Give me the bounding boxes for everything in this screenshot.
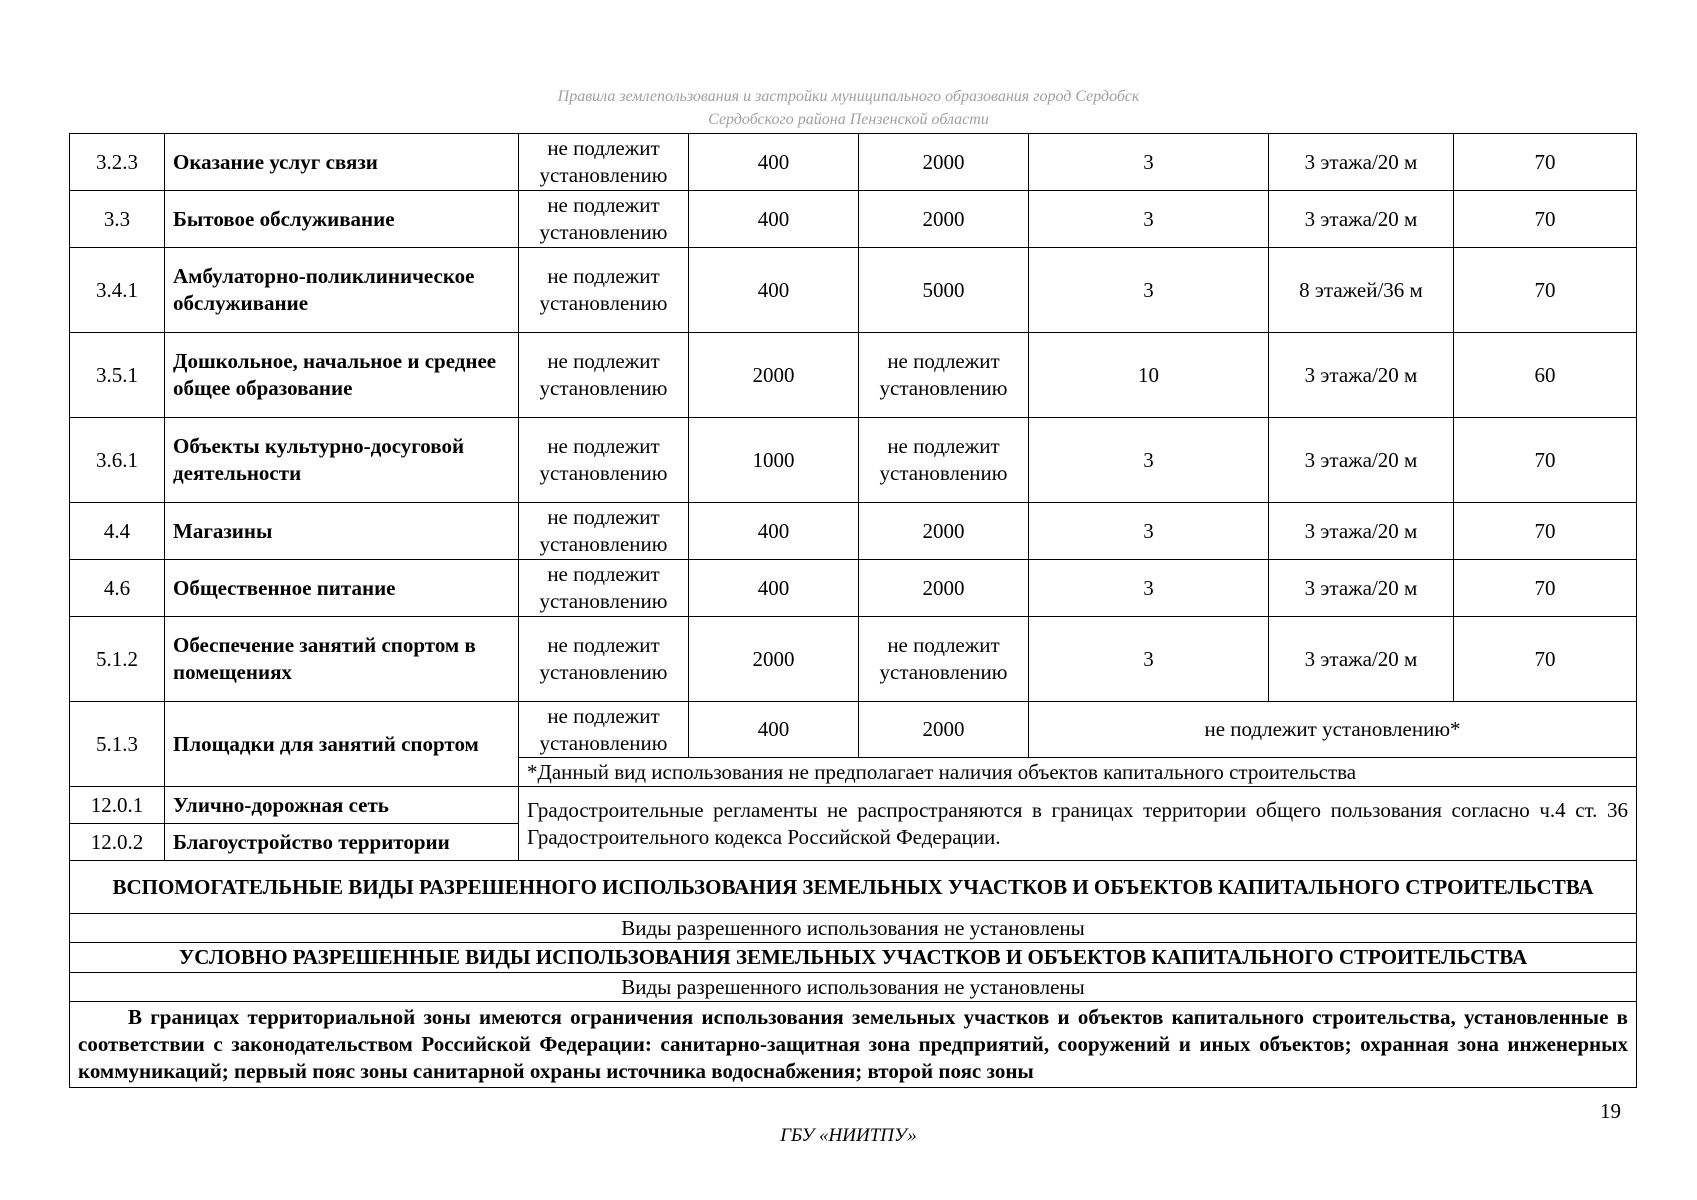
row-min-plot-size: не подлежит установлению bbox=[519, 503, 689, 560]
row-name: Благоустройство территории bbox=[165, 824, 519, 861]
row-max-coverage: 70 bbox=[1454, 191, 1637, 248]
row-max-area: не подлежит установлению bbox=[859, 418, 1029, 503]
table-row bbox=[70, 134, 1637, 191]
zoning-table bbox=[69, 133, 1637, 1088]
table-row bbox=[70, 503, 1637, 560]
row-name: Объекты культурно-досуговой деятельности bbox=[165, 418, 519, 503]
row-min-setback: 3 bbox=[1029, 503, 1269, 560]
auxiliary-uses-heading-row bbox=[70, 861, 1637, 914]
row-min-area: 2000 bbox=[689, 617, 859, 702]
table-row-sport-grounds bbox=[70, 702, 1637, 758]
row-max-area: 2000 bbox=[859, 560, 1029, 617]
row-name: Оказание услуг связи bbox=[165, 134, 519, 191]
row-code: 3.4.1 bbox=[70, 248, 165, 333]
row-min-setback: 3 bbox=[1029, 418, 1269, 503]
row-max-area: 2000 bbox=[859, 191, 1029, 248]
row-max-coverage: 60 bbox=[1454, 333, 1637, 418]
row-min-plot-size: не подлежит установлению bbox=[519, 333, 689, 418]
table-row-road-network bbox=[70, 787, 1637, 824]
row-max-coverage: 70 bbox=[1454, 134, 1637, 191]
restrictions-text-content: В границах территориальной зоны имеются ограничения использования земельных участков и объектов капитального строительства, установленные в соответствии с законодательством Российской Федерации: санитарно-защитная зона предприятий, сооружений и иных объектов; охранная зона инженерных коммуникаций; первый пояс зоны санитарной охраны источника водоснабжения; второй пояс зоны bbox=[78, 1005, 1628, 1083]
row-max-coverage: 70 bbox=[1454, 503, 1637, 560]
row-name: Амбулаторно-поликлиническое обслуживание bbox=[165, 248, 519, 333]
row-min-setback: 10 bbox=[1029, 333, 1269, 418]
conditional-uses-value: Виды разрешенного использования не установлены bbox=[70, 973, 1637, 1002]
row-min-setback: 3 bbox=[1029, 191, 1269, 248]
table-row bbox=[70, 333, 1637, 418]
restrictions-row bbox=[70, 1002, 1637, 1088]
row-min-setback: 3 bbox=[1029, 560, 1269, 617]
row-name: Дошкольное, начальное и среднее общее образование bbox=[165, 333, 519, 418]
row-max-floors: 3 этажа/20 м bbox=[1269, 191, 1454, 248]
table-row bbox=[70, 191, 1637, 248]
row-max-floors: 3 этажа/20 м bbox=[1269, 333, 1454, 418]
auxiliary-uses-value-row bbox=[70, 914, 1637, 943]
row-min-plot-size: не подлежит установлению bbox=[519, 617, 689, 702]
row-name: Магазины bbox=[165, 503, 519, 560]
conditional-uses-value-row bbox=[70, 973, 1637, 1002]
row-min-area: 400 bbox=[689, 134, 859, 191]
row-code: 12.0.1 bbox=[70, 787, 165, 824]
row-min-area: 400 bbox=[689, 248, 859, 333]
row-max-coverage: 70 bbox=[1454, 560, 1637, 617]
row-max-floors: 3 этажа/20 м bbox=[1269, 560, 1454, 617]
table-row bbox=[70, 560, 1637, 617]
row-name: Площадки для занятий спортом bbox=[165, 702, 519, 787]
row-min-area: 2000 bbox=[689, 333, 859, 418]
row-max-coverage: 70 bbox=[1454, 248, 1637, 333]
row-min-area: 400 bbox=[689, 191, 859, 248]
row-min-plot-size: не подлежит установлению bbox=[519, 702, 689, 758]
row-not-established-span: не подлежит установлению* bbox=[1029, 702, 1637, 758]
row-code: 3.6.1 bbox=[70, 418, 165, 503]
table-row bbox=[70, 418, 1637, 503]
row-code: 12.0.2 bbox=[70, 824, 165, 861]
auxiliary-uses-value: Виды разрешенного использования не установлены bbox=[70, 914, 1637, 943]
row-min-area: 400 bbox=[689, 702, 859, 758]
row-code: 4.6 bbox=[70, 560, 165, 617]
row-max-coverage: 70 bbox=[1454, 418, 1637, 503]
row-min-setback: 3 bbox=[1029, 134, 1269, 191]
row-name: Общественное питание bbox=[165, 560, 519, 617]
row-min-setback: 3 bbox=[1029, 248, 1269, 333]
row-max-floors: 3 этажа/20 м bbox=[1269, 134, 1454, 191]
row-max-floors: 8 этажей/36 м bbox=[1269, 248, 1454, 333]
row-max-floors: 3 этажа/20 м bbox=[1269, 503, 1454, 560]
row-min-plot-size: не подлежит установлению bbox=[519, 134, 689, 191]
row-min-setback: 3 bbox=[1029, 617, 1269, 702]
footer-organization: ГБУ «НИИТПУ» bbox=[780, 1125, 917, 1146]
row-max-area: не подлежит установлению bbox=[859, 617, 1029, 702]
row-min-plot-size: не подлежит установлению bbox=[519, 560, 689, 617]
row-max-area: 2000 bbox=[859, 134, 1029, 191]
conditional-uses-heading: УСЛОВНО РАЗРЕШЕННЫЕ ВИДЫ ИСПОЛЬЗОВАНИЯ ЗЕМЕЛЬНЫХ УЧАСТКОВ И ОБЪЕКТОВ КАПИТАЛЬНОГО СТРОИТЕЛЬСТВА bbox=[70, 943, 1637, 973]
row-min-area: 400 bbox=[689, 560, 859, 617]
auxiliary-uses-heading: ВСПОМОГАТЕЛЬНЫЕ ВИДЫ РАЗРЕШЕННОГО ИСПОЛЬЗОВАНИЯ ЗЕМЕЛЬНЫХ УЧАСТКОВ И ОБЪЕКТОВ КАПИТАЛЬНОГО СТРОИТЕЛЬСТВА bbox=[70, 861, 1637, 914]
row-code: 5.1.2 bbox=[70, 617, 165, 702]
row-code: 5.1.3 bbox=[70, 702, 165, 787]
row-max-floors: 3 этажа/20 м bbox=[1269, 617, 1454, 702]
row-min-plot-size: не подлежит установлению bbox=[519, 191, 689, 248]
row-min-area: 1000 bbox=[689, 418, 859, 503]
row-name: Обеспечение занятий спортом в помещениях bbox=[165, 617, 519, 702]
restrictions-text bbox=[70, 1002, 1637, 1088]
footnote-no-capital-construction: *Данный вид использования не предполагает наличия объектов капитального строительства bbox=[519, 758, 1637, 787]
table-row bbox=[70, 248, 1637, 333]
running-header-line2: Сердобского района Пензенской области bbox=[708, 111, 989, 128]
running-header-line1: Правила землепользования и застройки муниципального образования город Сердобск bbox=[557, 88, 1140, 105]
row-max-area: 2000 bbox=[859, 503, 1029, 560]
row-max-area: 5000 bbox=[859, 248, 1029, 333]
row-max-coverage: 70 bbox=[1454, 617, 1637, 702]
page-number: 19 bbox=[1600, 1099, 1621, 1123]
conditional-uses-heading-row bbox=[70, 943, 1637, 973]
row-name: Улично-дорожная сеть bbox=[165, 787, 519, 824]
row-code: 3.2.3 bbox=[70, 134, 165, 191]
row-code: 3.3 bbox=[70, 191, 165, 248]
row-name: Бытовое обслуживание bbox=[165, 191, 519, 248]
row-max-floors: 3 этажа/20 м bbox=[1269, 418, 1454, 503]
row-code: 3.5.1 bbox=[70, 333, 165, 418]
row-min-area: 400 bbox=[689, 503, 859, 560]
table-row bbox=[70, 617, 1637, 702]
regulation-not-applicable-note: Градостроительные регламенты не распространяются в границах территории общего пользования согласно ч.4 ст. 36 Градостроительного кодекса Российской Федерации. bbox=[519, 787, 1637, 861]
row-min-plot-size: не подлежит установлению bbox=[519, 418, 689, 503]
row-max-area: 2000 bbox=[859, 702, 1029, 758]
row-code: 4.4 bbox=[70, 503, 165, 560]
row-max-area: не подлежит установлению bbox=[859, 333, 1029, 418]
row-min-plot-size: не подлежит установлению bbox=[519, 248, 689, 333]
